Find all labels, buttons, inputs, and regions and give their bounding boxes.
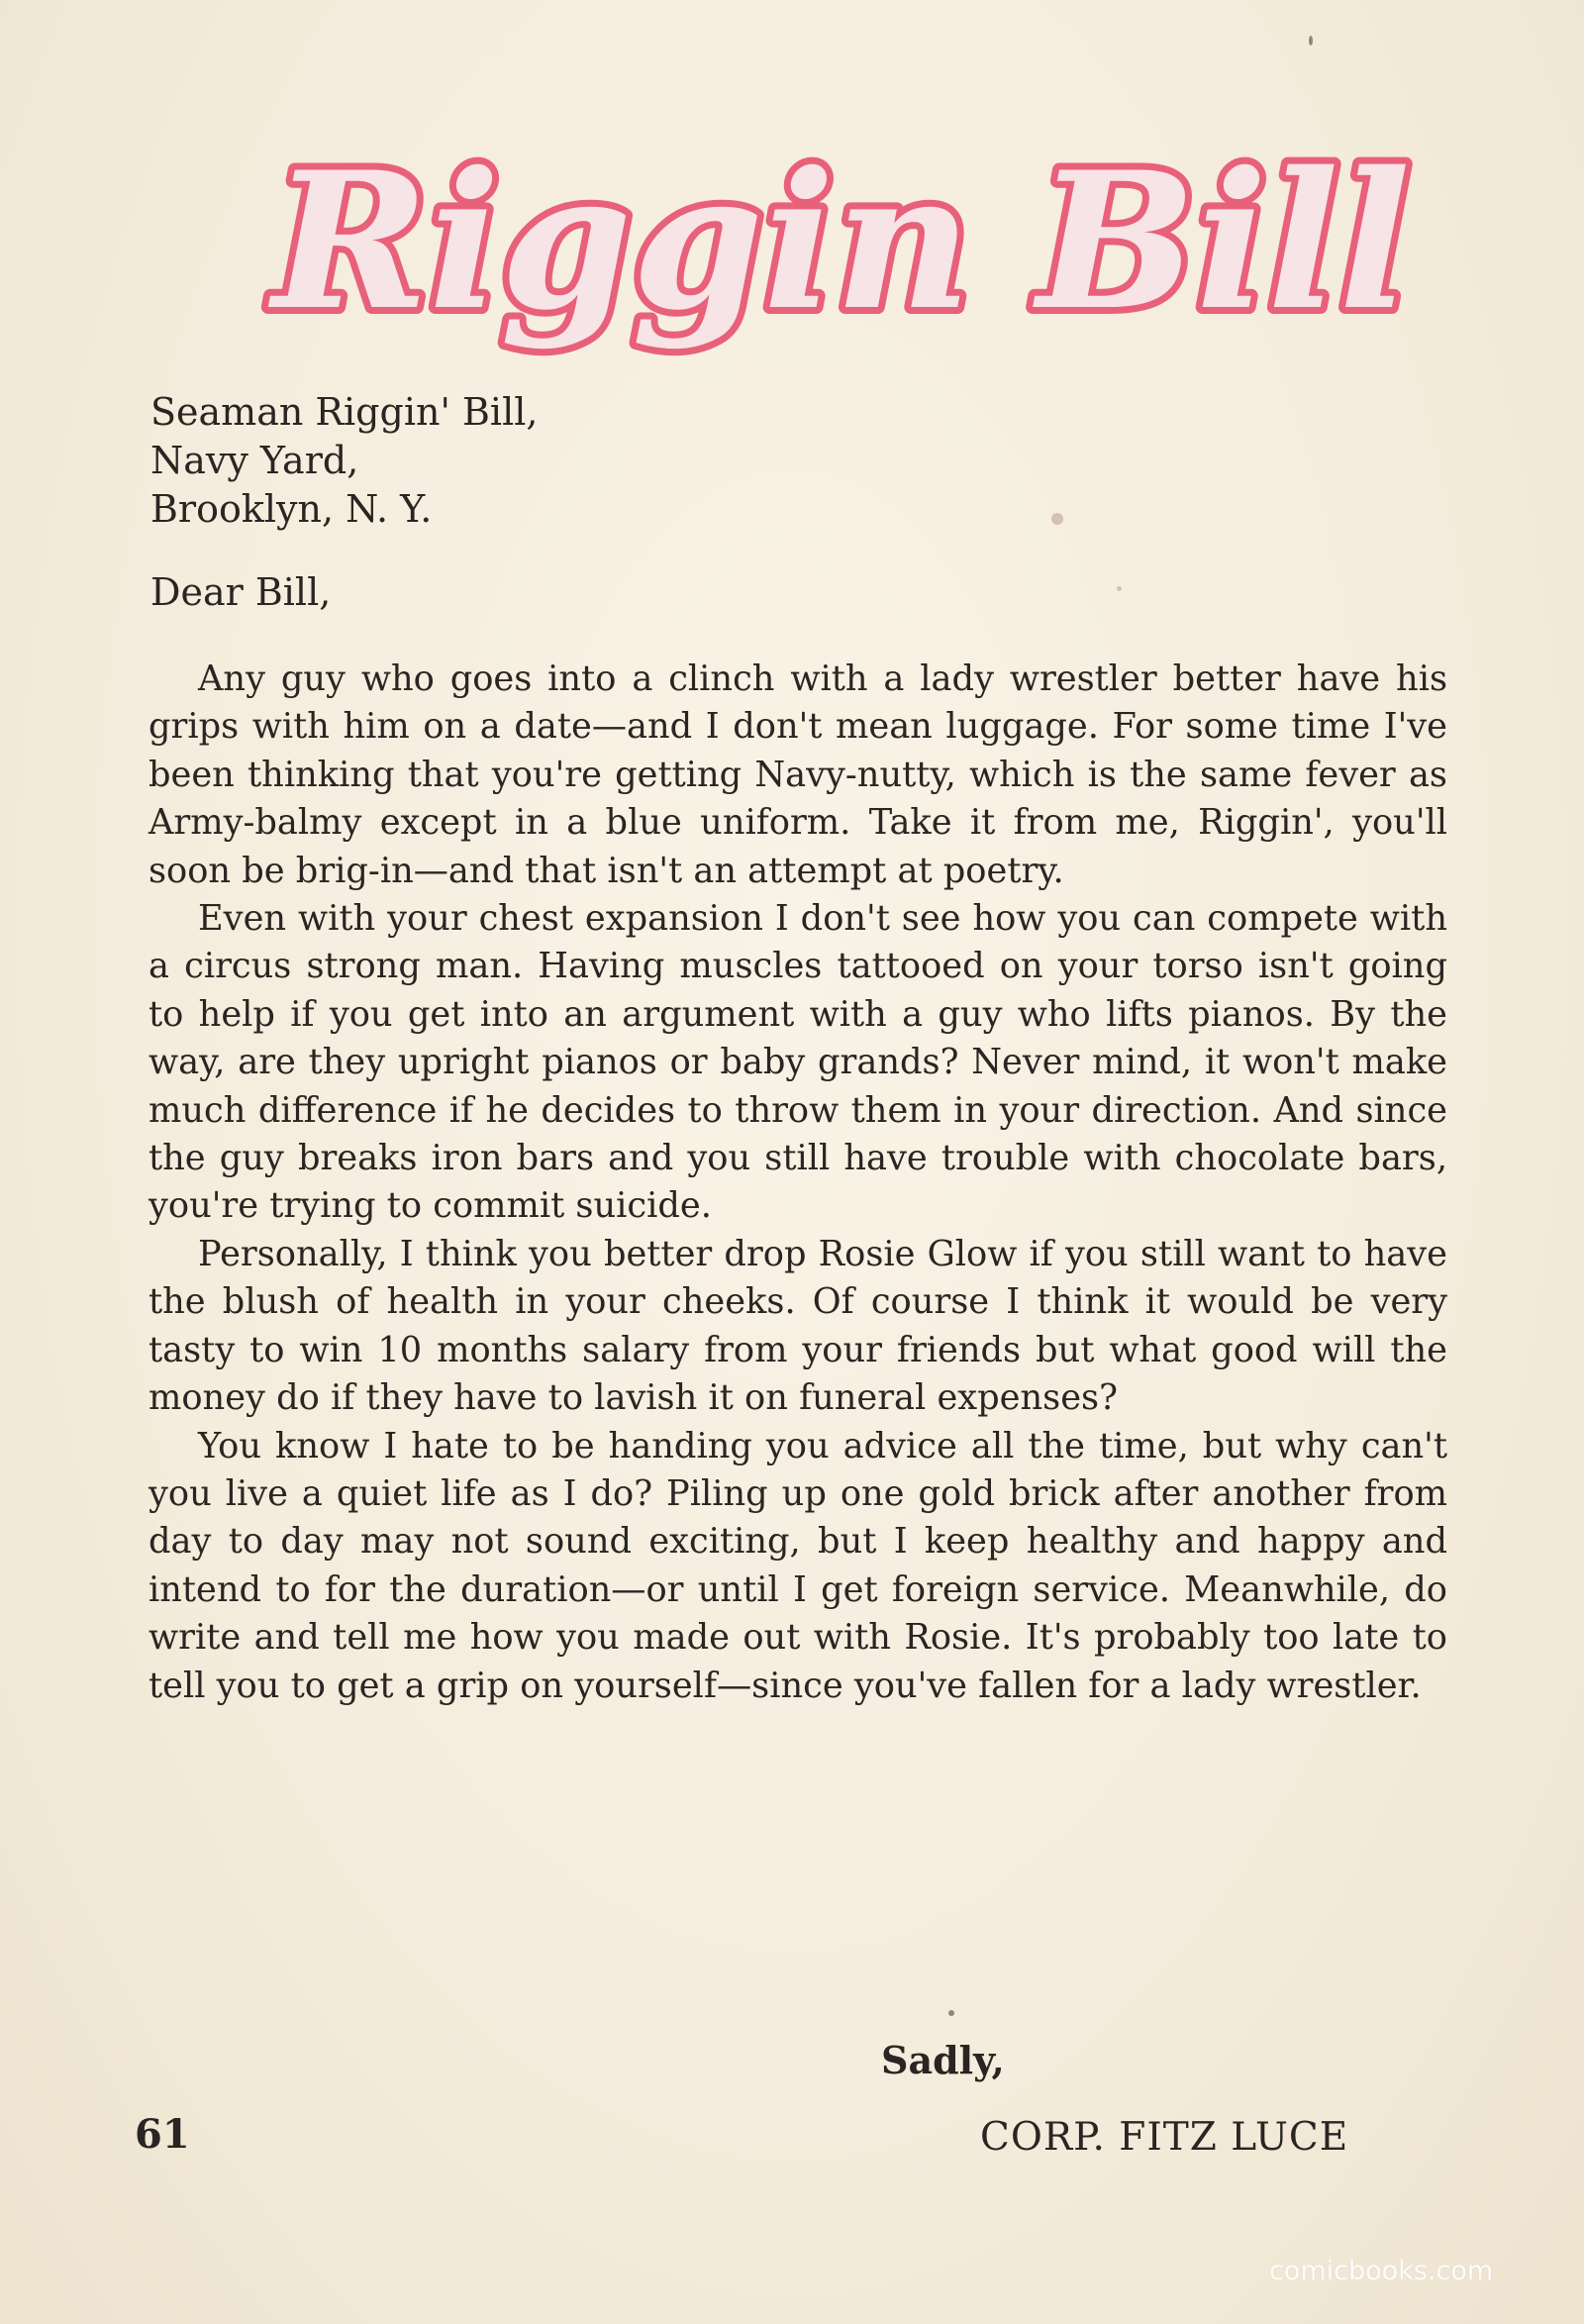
- recipient-address: [150, 388, 843, 534]
- paragraph-3: Personally, I think you better drop Rosie Glow if you still want to have the blush of health in your cheeks. Of course I think it would be very tasty to win 10 months salary from your friends but what good will the money do if they have to lavish it on funeral expenses?: [148, 1233, 1447, 1419]
- paragraph-2: Even with your chest expansion I don't see how you can compete with a circus strong man. Having muscles tattooed on your torso isn't going to help if you get into an argument with a guy who lifts pianos. By the way, are they upright pianos or baby grands? Never mind, it won't make much difference if he decides to throw them in your direction. And since the guy breaks iron bars and you still have trouble with chocolate bars, you're trying to commit suicide.: [148, 898, 1447, 1227]
- paper-speck: [1051, 513, 1063, 525]
- paper-speck: [1309, 36, 1313, 46]
- address-line-city: Brooklyn, N. Y.: [150, 487, 433, 531]
- paper-speck: [1117, 586, 1122, 591]
- address-line-name: Seaman Riggin' Bill,: [150, 390, 539, 434]
- title-text: Riggin Bill: [272, 149, 1411, 352]
- salutation: Dear Bill,: [150, 570, 332, 614]
- title-svg: [188, 149, 1495, 376]
- paper-speck: [948, 2010, 954, 2016]
- address-line-place: Navy Yard,: [150, 439, 359, 482]
- title-lettering: [188, 149, 1495, 376]
- closing: Sadly,: [881, 2038, 1005, 2082]
- paragraph-1: Any guy who goes into a clinch with a lady wrestler better have his grips with him on a date—and I don't mean luggage. For some time I've been thinking that you're getting Navy-nutty, which is the same fever as Army-balmy except in a blue uniform. Take it from me, Riggin', you'll soon be brig-in—and that isn't an attempt at poetry.: [148, 658, 1447, 891]
- page-number: 61: [135, 2111, 190, 2158]
- letter-body: [148, 656, 1447, 1710]
- signature: CORP. FITZ LUCE: [980, 2115, 1349, 2160]
- watermark: comicbooks.com: [1269, 2256, 1494, 2286]
- paragraph-4: You know I hate to be handing you advice all the time, but why can't you live a quiet life as I do? Piling up one gold brick after another from day to day may not sound exciting, but I keep healthy and happy and intend to for the duration—or until I get foreign service. Meanwhile, do write and tell me how you made out with Rosie. It's probably too late to tell you to get a grip on yourself—since you've fallen for a lady wrestler.: [148, 1425, 1447, 1706]
